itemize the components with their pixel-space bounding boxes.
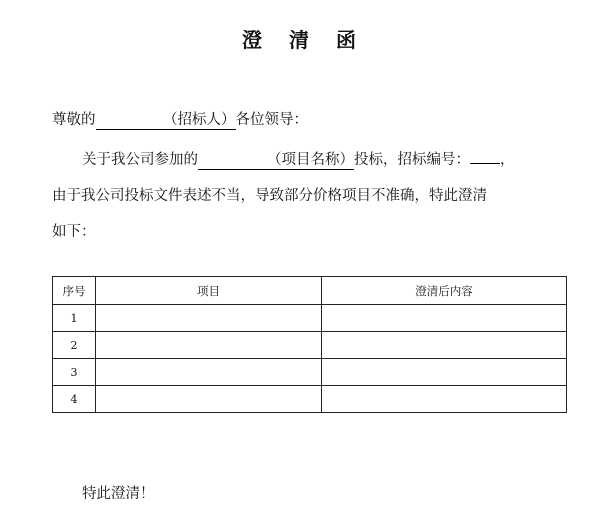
- project-name-blank[interactable]: （项目名称）: [198, 153, 354, 170]
- row-item-cell[interactable]: [96, 332, 322, 359]
- row-number: 3: [53, 359, 96, 386]
- paragraph-part3: ，: [500, 152, 515, 168]
- row-item-cell[interactable]: [96, 359, 322, 386]
- clarification-table: [52, 276, 567, 413]
- paragraph-line-2: 由于我公司投标文件表述不当，导致部分价格项目不准确，特此澄清: [52, 188, 487, 204]
- table-header-row: [53, 277, 567, 305]
- row-number: 2: [53, 332, 96, 359]
- paragraph-part1: 关于我公司参加的: [82, 152, 198, 168]
- paragraph-part2: 投标，招标编号：: [354, 152, 470, 168]
- table-row: [53, 305, 567, 332]
- salutation-prefix: 尊敬的: [52, 112, 96, 128]
- header-item: 项目: [96, 277, 322, 305]
- row-number: 4: [53, 386, 96, 413]
- header-serial: 序号: [53, 277, 96, 305]
- row-content-cell[interactable]: [322, 332, 567, 359]
- salutation: [52, 108, 308, 130]
- table-row: [53, 332, 567, 359]
- table-row: [53, 386, 567, 413]
- row-content-cell[interactable]: [322, 386, 567, 413]
- row-item-cell[interactable]: [96, 305, 322, 332]
- row-item-cell[interactable]: [96, 386, 322, 413]
- paragraph-line-3: 如下：: [52, 224, 96, 240]
- row-content-cell[interactable]: [322, 359, 567, 386]
- paragraph-line-1: [82, 148, 515, 170]
- table-row: [53, 359, 567, 386]
- tenderer-blank[interactable]: （招标人）: [96, 113, 236, 130]
- row-content-cell[interactable]: [322, 305, 567, 332]
- header-content: 澄清后内容: [322, 277, 567, 305]
- salutation-suffix: 各位领导：: [235, 112, 308, 128]
- bid-number-blank[interactable]: [470, 163, 500, 164]
- closing-text: 特此澄清！: [82, 486, 155, 502]
- page-title: 澄 清 函: [242, 28, 366, 52]
- row-number: 1: [53, 305, 96, 332]
